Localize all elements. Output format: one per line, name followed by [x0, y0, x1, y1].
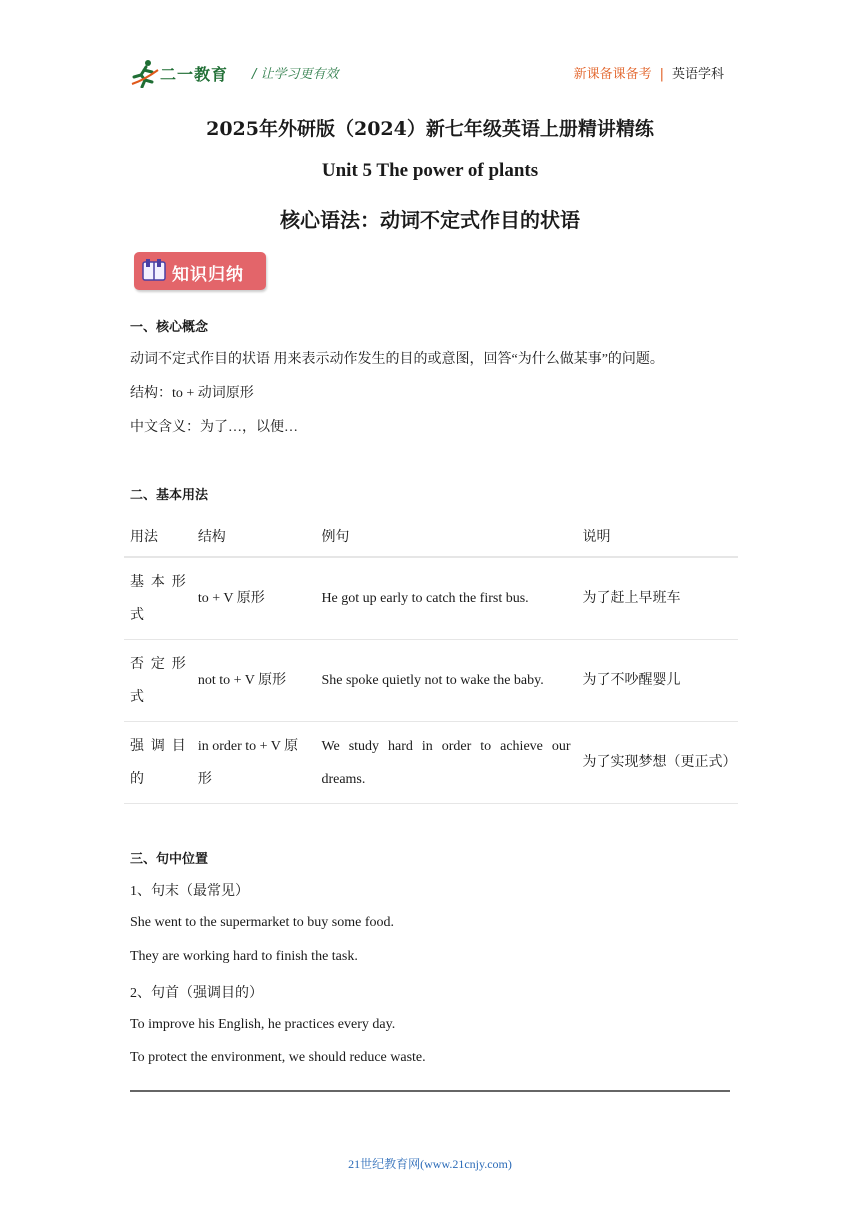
section2-heading: 二、基本用法: [130, 488, 209, 503]
table-header-row: [124, 516, 738, 557]
header-divider: |: [659, 67, 664, 82]
logo: [130, 56, 250, 90]
table-cell: not to + V 原形: [192, 640, 316, 722]
usage-table: [124, 516, 738, 804]
table-row: [124, 640, 738, 722]
section3-line: To protect the environment, we should reduce waste.: [130, 1050, 426, 1065]
table-cell: 强调目的: [124, 722, 192, 804]
header-accent-text: 新课备课备考: [573, 67, 652, 82]
grammar-title: 核心语法：动词不定式作目的状语: [280, 208, 580, 232]
column-header: 说明: [577, 516, 738, 557]
logo-text: 二一教育: [160, 65, 229, 84]
badge-label: 知识归纳: [172, 265, 244, 285]
table-cell: 基本形式: [124, 557, 192, 640]
section3-line: To improve his English, he practices every day.: [130, 1017, 396, 1032]
table-cell: 为了赶上早班车: [577, 557, 738, 640]
knowledge-summary-badge: [134, 252, 266, 290]
unit-title: Unit 5 The power of plants: [321, 160, 539, 181]
section3-line: 1、句末（最常见）: [130, 884, 249, 899]
section3-line: They are working hard to finish the task.: [130, 949, 358, 964]
table-cell: to + V 原形: [192, 557, 316, 640]
footer-divider: [130, 1090, 730, 1092]
column-header: 结构: [192, 516, 316, 557]
table-cell: in order to + V 原形: [192, 722, 316, 804]
column-header: 用法: [124, 516, 192, 557]
header-right: [574, 63, 724, 82]
table-cell: 为了不吵醒婴儿: [577, 640, 738, 722]
table-cell: He got up early to catch the first bus.: [315, 557, 576, 640]
slogan: / 让学习更有效: [252, 67, 339, 82]
table-row: [124, 722, 738, 804]
header-subject: 英语学科: [671, 67, 724, 82]
runner-icon: [130, 58, 160, 88]
section3-line: She went to the supermarket to buy some food.: [130, 915, 395, 930]
section3-heading: 三、句中位置: [130, 852, 209, 867]
table-cell: 否定形式: [124, 640, 192, 722]
section1-line: 中文含义：为了…，以便…: [130, 420, 298, 435]
footer-link[interactable]: 21世纪教育网(www.21cnjy.com): [348, 1157, 512, 1171]
table-cell: She spoke quietly not to wake the baby.: [315, 640, 576, 722]
column-header: 例句: [315, 516, 576, 557]
section1-heading: 一、核心概念: [130, 320, 209, 335]
book-icon: [141, 258, 167, 284]
section1-line: 动词不定式作目的状语 用来表示动作发生的目的或意图，回答“为什么做某事”的问题。: [130, 352, 664, 367]
table-row: [124, 557, 738, 640]
section1-line: 结构：to + 动词原形: [130, 386, 254, 401]
document-title: 2025年外研版（2024）新七年级英语上册精讲精练: [206, 118, 654, 140]
page-header: [130, 56, 730, 90]
table-cell: We study hard in order to achieve our dreams.: [315, 722, 576, 804]
section3-line: 2、句首（强调目的）: [130, 986, 263, 1001]
table-cell: 为了实现梦想（更正式）: [577, 722, 738, 804]
